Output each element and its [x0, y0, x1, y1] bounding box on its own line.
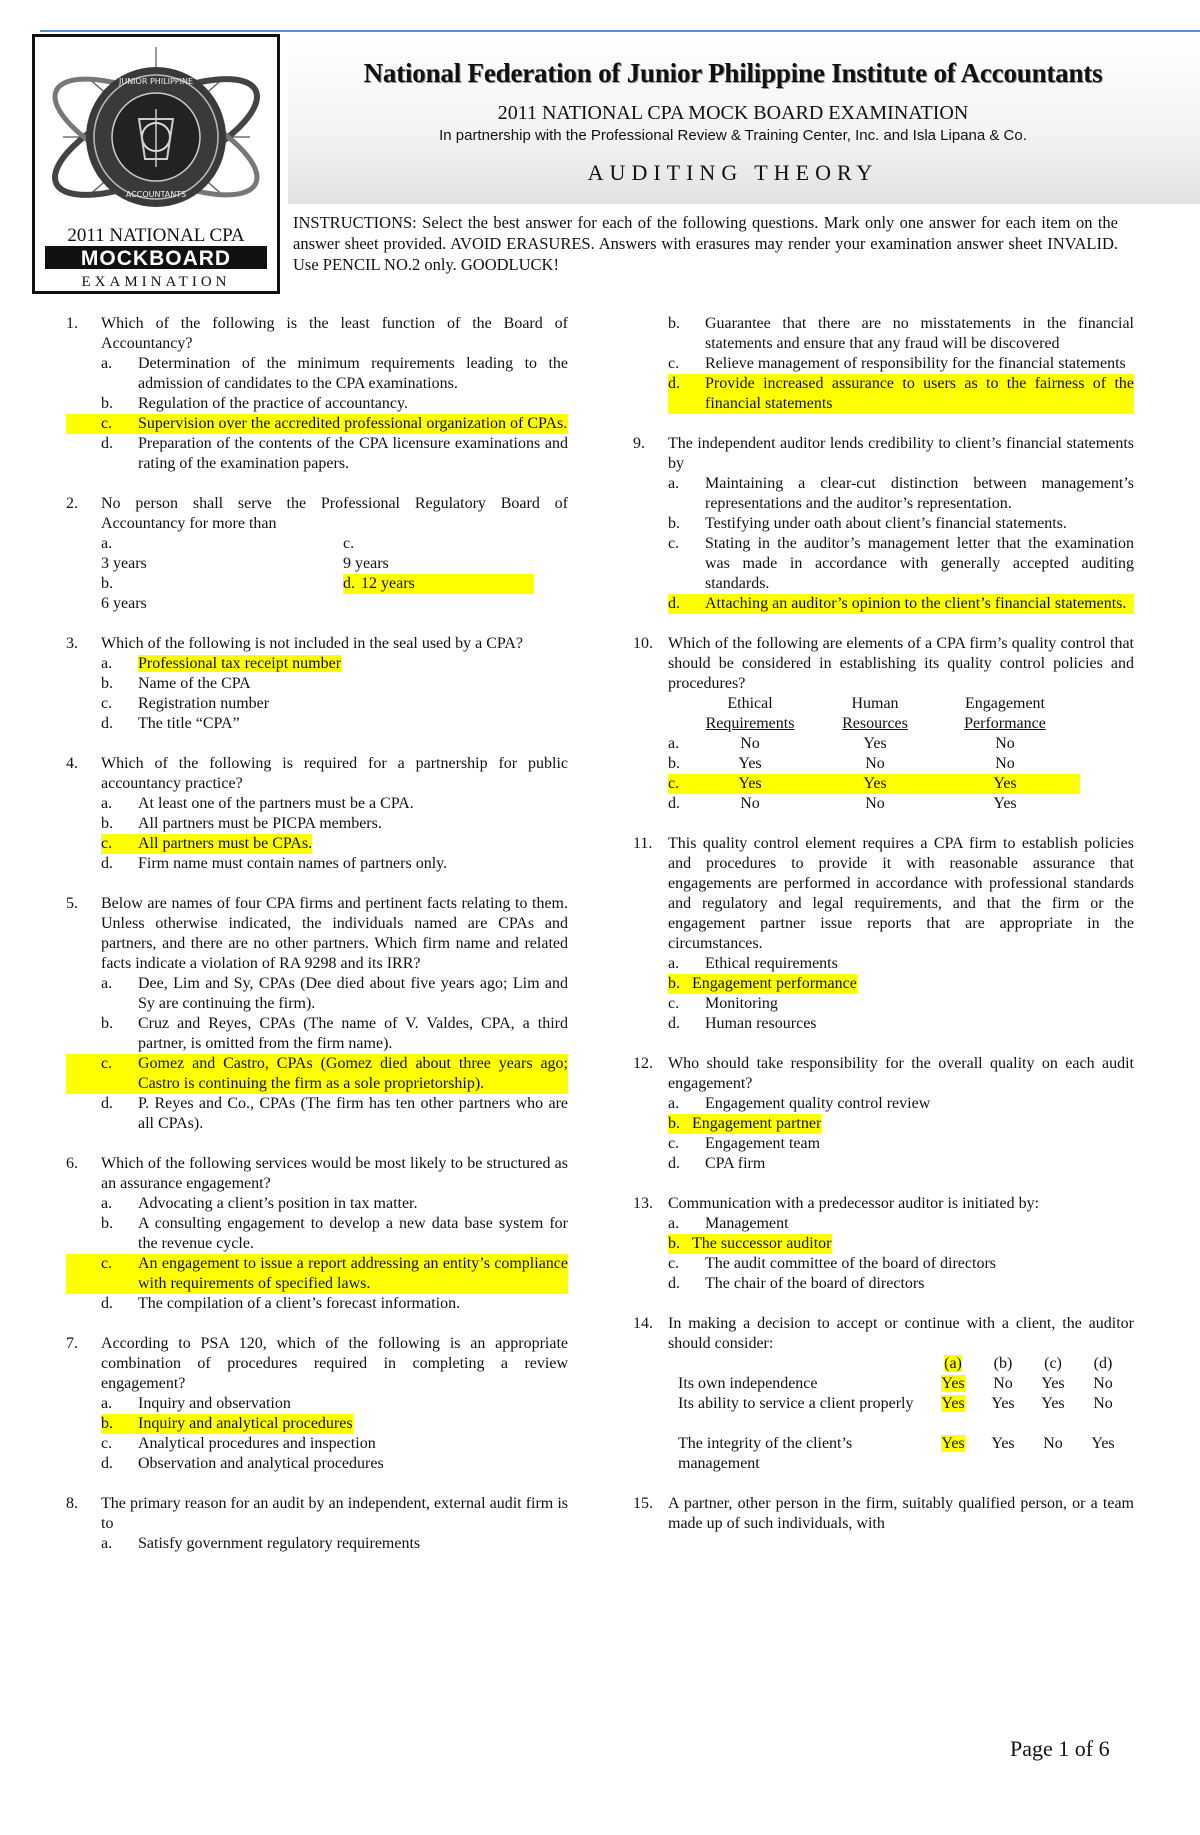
question-number: 14.: [633, 1315, 653, 1332]
option-text: Management: [705, 1215, 789, 1232]
table-cell: Yes: [993, 775, 1017, 792]
question-number: 2.: [66, 495, 78, 512]
option-text: Stating in the auditor’s management letter that the examination was made in accordance with generally accepted auditing standards.: [705, 535, 1134, 592]
question-number: 12.: [633, 1055, 653, 1072]
option-text: All partners must be PICPA members.: [138, 815, 382, 832]
option-letter: a.: [101, 1395, 113, 1412]
option-text: Determination of the minimum requirements leading to the admission of candidates to the CPA examinations.: [138, 355, 568, 392]
table-cell: Yes: [993, 795, 1017, 812]
option-text: Satisfy government regulatory requirements: [138, 1535, 421, 1552]
option-letter: a.: [668, 1095, 680, 1112]
org-title: National Federation of Junior Philippine Institute of Accountants: [363, 58, 1103, 88]
logo-year-line: 2011 NATIONAL CPA: [67, 225, 245, 246]
svg-text:ACCOUNTANTS: ACCOUNTANTS: [125, 190, 187, 199]
option-text: Advocating a client’s position in tax matter.: [138, 1195, 418, 1212]
table-row: [668, 734, 1080, 754]
option-text: Maintaining a clear-cut distinction between management’s representations and the auditor’s representation.: [705, 475, 1134, 512]
option-text-answer: Gomez and Castro, CPAs (Gomez died about three years ago; Castro is continuing the firm as a sole proprietorship).: [138, 1055, 568, 1092]
row-letter: a.: [668, 735, 680, 752]
question-text: The primary reason for an audit by an independent, external audit firm is to: [101, 1495, 568, 1532]
option-letter: a.: [101, 535, 113, 552]
question-5: [66, 894, 568, 1134]
question-2: [66, 494, 568, 614]
question-number: 6.: [66, 1155, 78, 1172]
table-cell: No: [1093, 1395, 1113, 1412]
question-text: Which of the following is required for a partnership for public accountancy practice?: [101, 755, 568, 792]
option-letter: c.: [668, 1135, 680, 1152]
option-letter: b.: [101, 1415, 113, 1432]
right-column: [633, 314, 1134, 1554]
option-text: Relieve management of responsibility for the financial statements: [705, 355, 1126, 372]
option-letter: c.: [101, 1435, 113, 1452]
option-letter: d.: [101, 435, 113, 452]
question-15: [633, 1494, 1134, 1534]
option-letter: a.: [101, 355, 113, 372]
option-text-answer: 12 years: [361, 575, 415, 592]
row-letter: d.: [668, 795, 680, 812]
header-rule: [40, 30, 1200, 32]
option-text: At least one of the partners must be a CPA.: [138, 795, 414, 812]
subject-title: AUDITING THEORY: [587, 160, 879, 185]
table-cell: No: [865, 795, 885, 812]
option-letter: c.: [101, 835, 113, 852]
option-text: Testifying under oath about client’s financial statements.: [705, 515, 1067, 532]
option-letter: c.: [668, 355, 680, 372]
question-number: 15.: [633, 1495, 653, 1512]
question-text: Communication with a predecessor auditor is initiated by:: [668, 1195, 1040, 1212]
question-number: 4.: [66, 755, 78, 772]
option-letter: b.: [668, 515, 680, 532]
table-cell: No: [993, 1375, 1013, 1392]
instructions: INSTRUCTIONS: Select the best answer for each of the following questions. Mark only one answer for each item on the answer sheet provided. AVOID ERASURES. Answers with erasures may render your examination answer sheet INVALID. Use PENCIL NO.2 only. GOODLUCK!: [293, 213, 1118, 274]
partnership-line: In partnership with the Professional Review & Training Center, Inc. and Isla Lipana & Co.: [439, 127, 1027, 144]
table-header: (c): [1044, 1355, 1062, 1372]
acceptance-table: [678, 1354, 1128, 1474]
table-cell: No: [1093, 1375, 1113, 1392]
question-text: According to PSA 120, which of the following is an appropriate combination of procedures required in completing a review engagement?: [101, 1335, 568, 1392]
question-text: No person shall serve the Professional Regulatory Board of Accountancy for more than: [101, 495, 568, 532]
option-text-answer: Engagement performance: [692, 975, 857, 992]
table-cell: Yes: [991, 1435, 1015, 1452]
option-text: Analytical procedures and inspection: [138, 1435, 376, 1452]
option-text: 6 years: [101, 595, 147, 612]
option-letter: b.: [101, 815, 113, 832]
question-text: Who should take responsibility for the overall quality on each audit engagement?: [668, 1055, 1134, 1092]
table-header: (d): [1093, 1355, 1113, 1372]
option-letter: d.: [668, 1015, 680, 1032]
row-label: Its ability to service a client properly: [678, 1395, 914, 1412]
option-text: Preparation of the contents of the CPA licensure examinations and rating of the examination papers.: [138, 435, 568, 472]
question-number: 9.: [633, 435, 645, 452]
table-row: [668, 754, 1080, 774]
exam-name: 2011 NATIONAL CPA MOCK BOARD EXAMINATION: [497, 102, 969, 124]
table-cell: No: [865, 755, 885, 772]
table-cell-answer: Yes: [941, 1375, 965, 1392]
table-cell: Yes: [738, 755, 762, 772]
question-text: Below are names of four CPA firms and pertinent facts relating to them. Unless otherwise indicated, the individuals named are CPAs and partners, and there are no other partners. Which firm name and related facts indicate a violation of RA 9298 and its IRR?: [101, 895, 568, 972]
row-label: Its own independence: [678, 1375, 818, 1392]
table-cell-answer: Yes: [941, 1435, 965, 1452]
table-header: Resources: [842, 715, 908, 732]
option-text: Dee, Lim and Sy, CPAs (Dee died about five years ago; Lim and Sy are continuing the firm).: [138, 975, 568, 1012]
option-letter: d.: [668, 1155, 680, 1172]
question-text: Which of the following is not included in the seal used by a CPA?: [101, 635, 524, 652]
option-letter: b.: [668, 1115, 680, 1132]
question-number: 5.: [66, 895, 78, 912]
question-8: [66, 1494, 568, 1554]
option-text: P. Reyes and Co., CPAs (The firm has ten other partners who are all CPAs).: [138, 1095, 568, 1132]
table-cell: No: [740, 735, 760, 752]
option-letter: b.: [668, 975, 680, 992]
table-cell: Yes: [863, 735, 887, 752]
question-7: [66, 1334, 568, 1474]
question-10: [633, 634, 1134, 814]
table-row: [678, 1394, 1128, 1434]
option-letter: d.: [668, 595, 680, 612]
table-cell: Yes: [863, 775, 887, 792]
option-letter: a.: [668, 955, 680, 972]
option-text: The title “CPA”: [138, 715, 240, 732]
svg-text:JUNIOR PHILIPPINE: JUNIOR PHILIPPINE: [118, 77, 194, 86]
option-text: A consulting engagement to develop a new data base system for the revenue cycle.: [138, 1215, 568, 1252]
question-number: 11.: [633, 835, 653, 852]
option-letter: d.: [343, 575, 355, 592]
table-cell: No: [1043, 1435, 1063, 1452]
question-6: [66, 1154, 568, 1314]
option-letter: b.: [101, 1215, 113, 1232]
seal-icon: [35, 37, 277, 291]
option-letter: d.: [668, 1275, 680, 1292]
option-letter: a.: [668, 1215, 680, 1232]
table-cell: No: [995, 735, 1015, 752]
question-number: 10.: [633, 635, 653, 652]
option-text: Observation and analytical procedures: [138, 1455, 384, 1472]
option-letter: a.: [101, 1195, 113, 1212]
table-header: Engagement: [965, 695, 1045, 712]
question-text: Which of the following services would be most likely to be structured as an assurance engagement?: [101, 1155, 568, 1192]
page-number: Page 1 of 6: [1010, 1736, 1110, 1761]
option-text-answer: Supervision over the accredited professional organization of CPAs.: [138, 415, 568, 432]
option-text-answer: Attaching an auditor’s opinion to the client’s financial statements.: [705, 595, 1127, 612]
option-letter: b.: [101, 575, 113, 592]
table-header: Requirements: [705, 715, 795, 732]
option-letter: b.: [668, 315, 680, 332]
logo-brand-line: MOCKBOARD: [80, 247, 232, 270]
option-letter: c.: [101, 415, 113, 432]
question-number: 8.: [66, 1495, 78, 1512]
question-1: [66, 314, 568, 474]
option-text: Ethical requirements: [705, 955, 838, 972]
option-text: Engagement quality control review: [705, 1095, 931, 1112]
table-cell-answer: Yes: [941, 1395, 965, 1412]
option-text: The compilation of a client’s forecast information.: [138, 1295, 461, 1312]
question-number: 3.: [66, 635, 78, 652]
option-text: Name of the CPA: [138, 675, 251, 692]
option-text-answer: Inquiry and analytical procedures: [138, 1415, 353, 1432]
question-text: This quality control element requires a CPA firm to establish policies and procedures to provide it with reasonable assurance that engagements are performed in accordance with professional standards and regulatory and legal requirements, and that the firm or the engagement partner issue reports that are appropriate in the circumstances.: [668, 835, 1134, 952]
question-13: [633, 1194, 1134, 1294]
question-12: [633, 1054, 1134, 1174]
question-text: A partner, other person in the firm, suitably qualified person, or a team made up of such individuals, with: [668, 1495, 1134, 1532]
option-letter: c.: [668, 1255, 680, 1272]
table-cell: Yes: [991, 1395, 1015, 1412]
option-letter: d.: [668, 375, 680, 392]
question-4: [66, 754, 568, 874]
question-text: Which of the following is the least function of the Board of Accountancy?: [101, 315, 568, 352]
option-letter: c.: [668, 995, 680, 1012]
option-text-answer: Engagement partner: [692, 1115, 822, 1132]
option-letter: b.: [101, 675, 113, 692]
option-text: Registration number: [138, 695, 270, 712]
option-letter: c.: [101, 695, 113, 712]
option-text: Guarantee that there are no misstatements in the financial statements and ensure that any fraud will be discovered: [705, 315, 1134, 352]
option-text: 9 years: [343, 555, 389, 572]
option-text: Human resources: [705, 1015, 817, 1032]
option-letter: b.: [101, 1015, 113, 1032]
option-letter: a.: [101, 795, 113, 812]
option-text: Monitoring: [705, 995, 778, 1012]
option-letter: d.: [101, 855, 113, 872]
question-number: 1.: [66, 315, 78, 332]
option-letter: a.: [101, 1535, 113, 1552]
table-header: Performance: [964, 715, 1046, 732]
option-letter: d.: [101, 1295, 113, 1312]
row-label: The integrity of the client’s management: [678, 1435, 853, 1472]
question-number: 7.: [66, 1335, 78, 1352]
option-text: Firm name must contain names of partners only.: [138, 855, 448, 872]
table-row-answer: [668, 774, 1080, 794]
option-letter: a.: [668, 475, 680, 492]
option-text-answer: All partners must be CPAs.: [138, 835, 313, 852]
option-text: 3 years: [101, 555, 147, 572]
option-text: Inquiry and observation: [138, 1395, 291, 1412]
option-letter: c.: [343, 535, 355, 552]
option-letter: c.: [101, 1055, 113, 1072]
table-header-answer: (a): [944, 1355, 962, 1372]
option-text-answer: The successor auditor: [692, 1235, 832, 1252]
option-letter: b.: [668, 1235, 680, 1252]
table-header: Ethical: [727, 695, 773, 712]
question-8-continued: [668, 314, 1134, 414]
option-letter: a.: [101, 655, 113, 672]
question-number: 13.: [633, 1195, 653, 1212]
option-text: Cruz and Reyes, CPAs (The name of V. Valdes, CPA, a third partner, is omitted from the firm name).: [138, 1015, 568, 1052]
table-row: [678, 1434, 1128, 1474]
question-9: [633, 434, 1134, 614]
table-cell: No: [995, 755, 1015, 772]
mock-board-logo: [32, 34, 280, 294]
option-text-answer: Professional tax receipt number: [138, 655, 342, 672]
option-letter: d.: [101, 1455, 113, 1472]
option-text: CPA firm: [705, 1155, 766, 1172]
logo-exam-line: EXAMINATION: [81, 274, 231, 290]
question-3: [66, 634, 568, 734]
table-cell: No: [740, 795, 760, 812]
left-column: [66, 314, 568, 1574]
option-letter: d.: [101, 715, 113, 732]
quality-control-table: [668, 694, 1080, 814]
question-text: In making a decision to accept or continue with a client, the auditor should consider:: [668, 1315, 1134, 1352]
option-text-answer: Provide increased assurance to users as to the fairness of the financial statements: [705, 375, 1134, 412]
table-header: Human: [851, 695, 899, 712]
option-text: Regulation of the practice of accountancy.: [138, 395, 408, 412]
option-text: The chair of the board of directors: [705, 1275, 925, 1292]
table-cell: Yes: [1041, 1395, 1065, 1412]
row-letter: c.: [668, 775, 680, 792]
option-letter: d.: [101, 1095, 113, 1112]
option-letter: c.: [101, 1255, 113, 1272]
table-row: [668, 794, 1080, 814]
table-cell: Yes: [738, 775, 762, 792]
table-cell: Yes: [1091, 1435, 1115, 1452]
table-cell: Yes: [1041, 1375, 1065, 1392]
question-14: [633, 1314, 1134, 1474]
table-row: [678, 1374, 1128, 1394]
question-text: The independent auditor lends credibility to client’s financial statements by: [668, 435, 1134, 472]
option-letter: b.: [101, 395, 113, 412]
row-letter: b.: [668, 755, 680, 772]
option-letter: c.: [668, 535, 680, 552]
option-text: Engagement team: [705, 1135, 821, 1152]
question-11: [633, 834, 1134, 1034]
question-text: Which of the following are elements of a CPA firm’s quality control that should be considered in establishing its quality control policies and procedures?: [668, 635, 1134, 692]
option-text-answer: An engagement to issue a report addressing an entity’s compliance with requirements of specified laws.: [138, 1255, 568, 1292]
table-header: (b): [993, 1355, 1013, 1372]
option-letter: a.: [101, 975, 113, 992]
option-text: The audit committee of the board of directors: [705, 1255, 997, 1272]
